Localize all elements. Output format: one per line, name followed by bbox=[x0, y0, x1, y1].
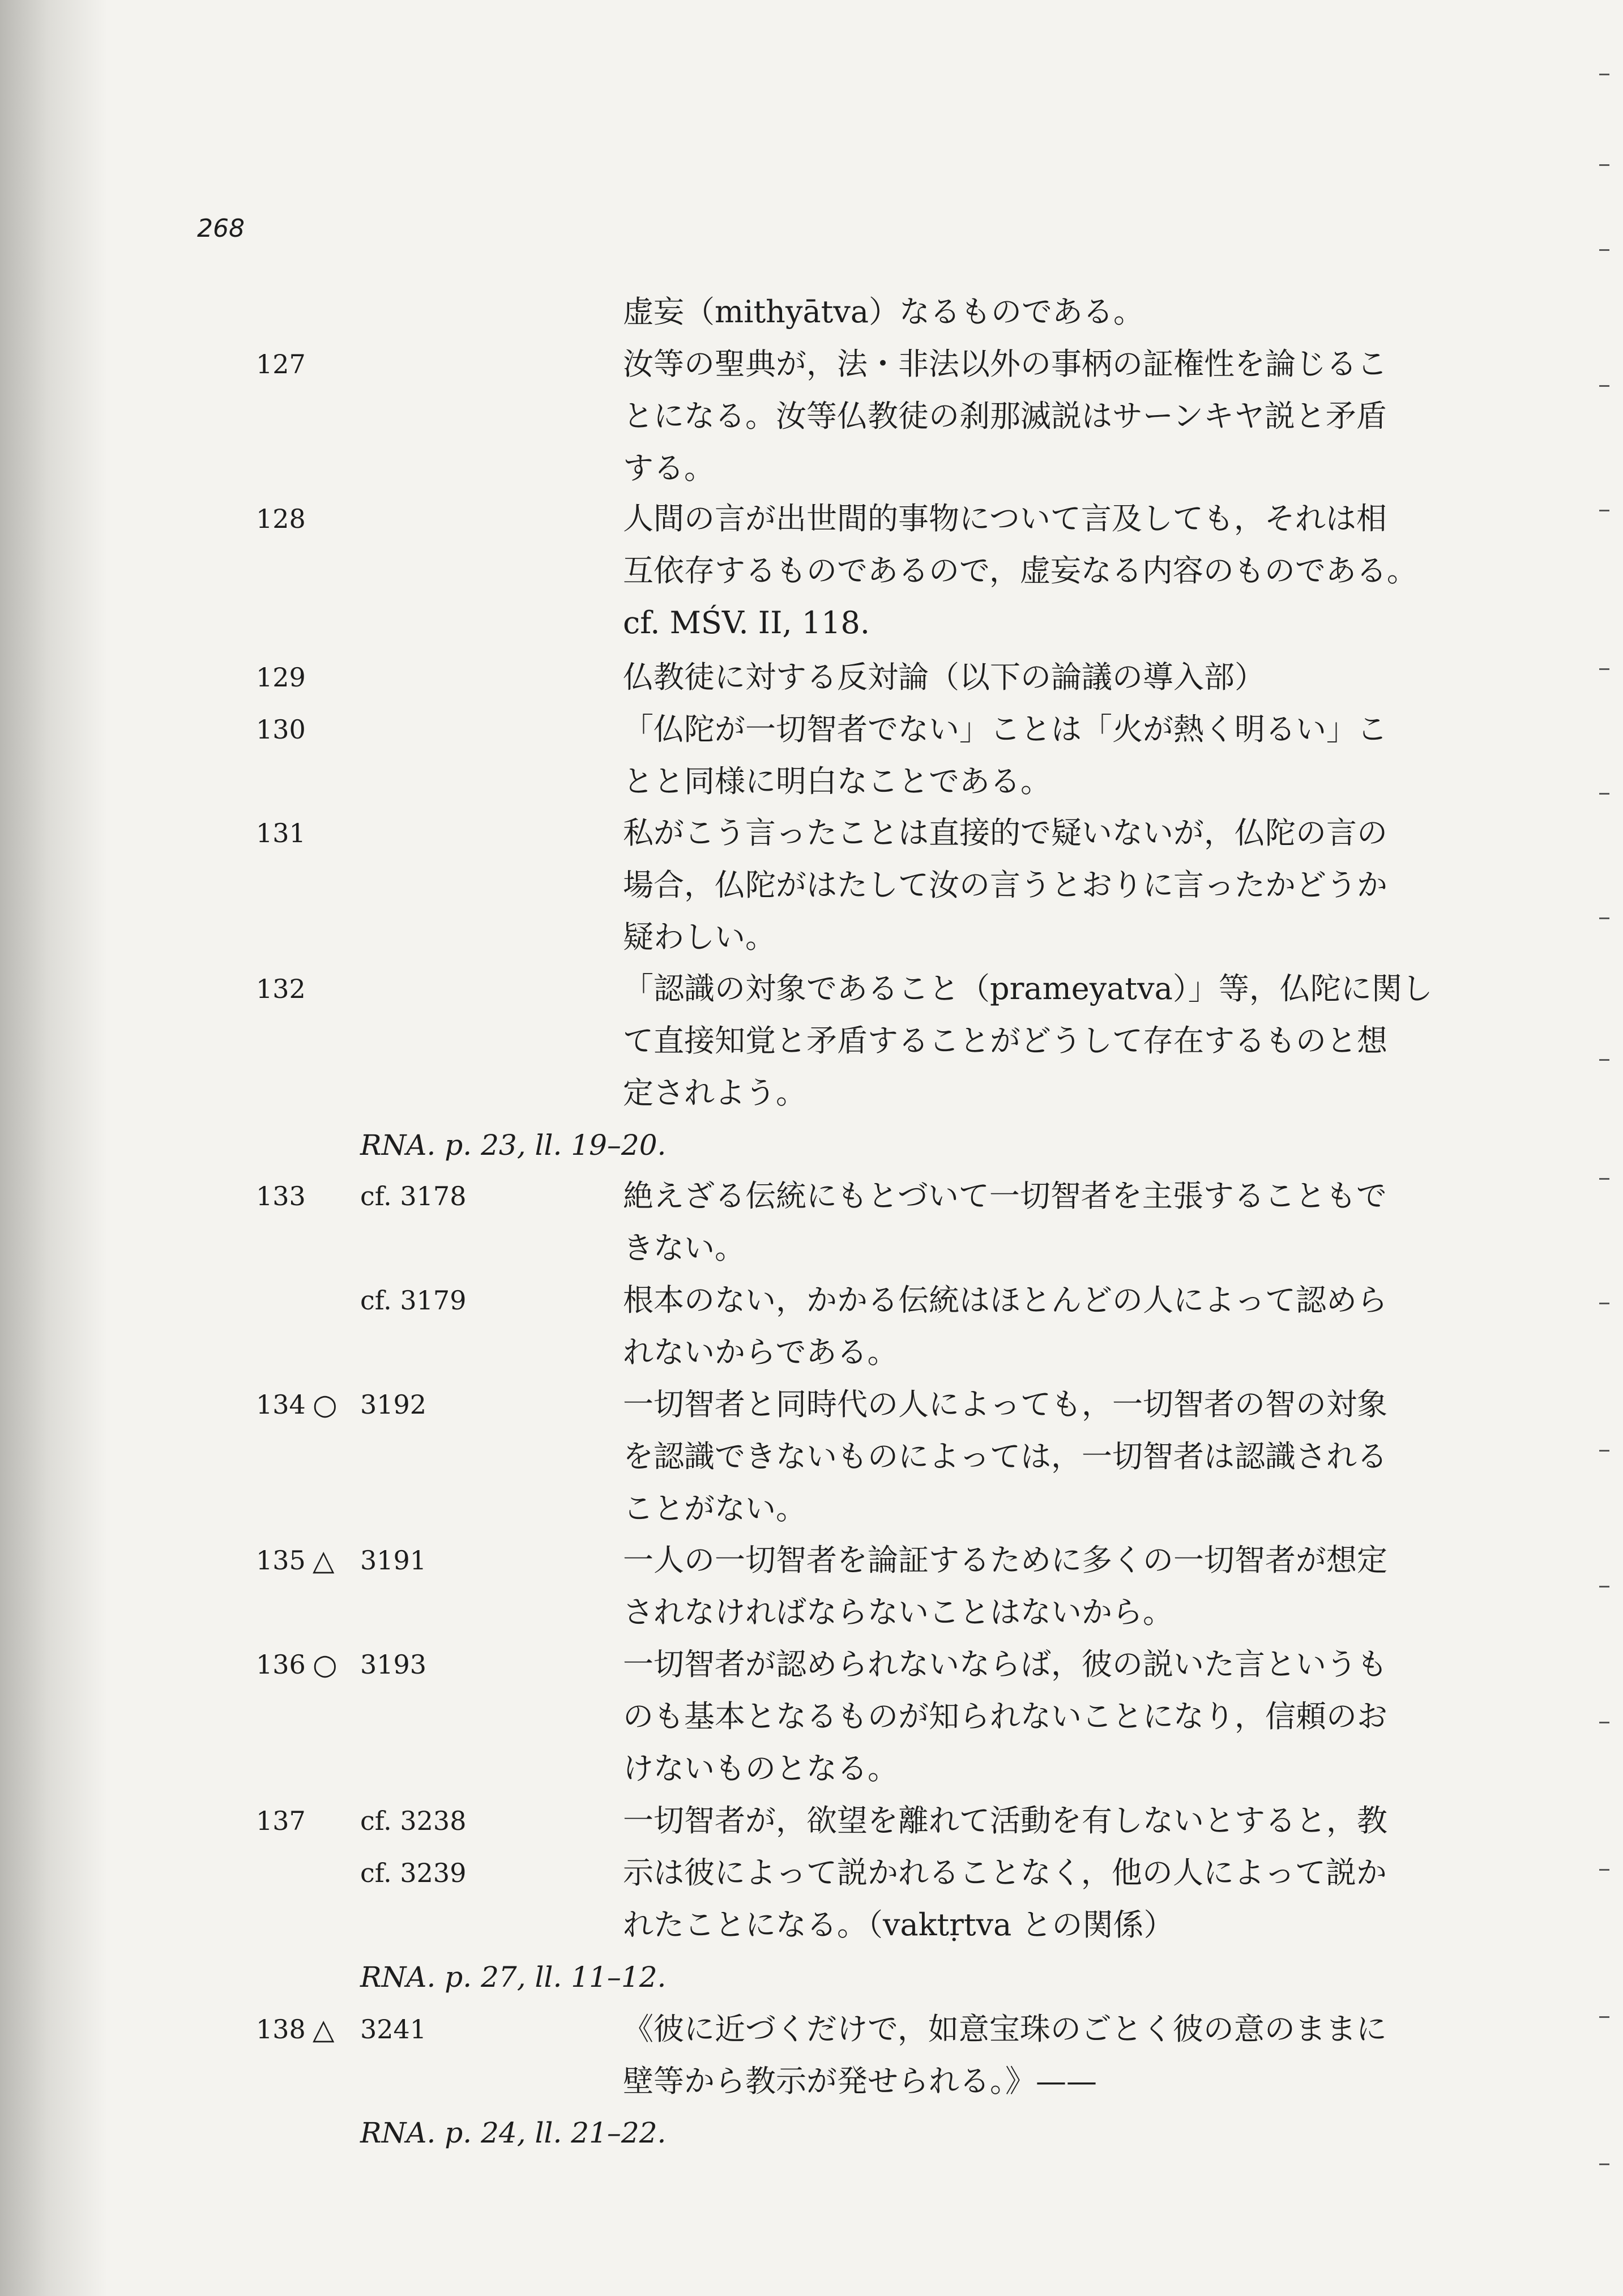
entry-number: 135 bbox=[256, 1545, 306, 1576]
edge-mark bbox=[1599, 1059, 1609, 1061]
edge-mark bbox=[1599, 1450, 1609, 1452]
edge-mark bbox=[1599, 2163, 1609, 2165]
entry-text: 一切智者が，欲望を離れて活動を有しないとすると，教 示は彼によって説かれることなく，他の人によって説か bbox=[623, 1803, 1387, 1890]
entry-number: 128 bbox=[256, 503, 306, 534]
edge-mark bbox=[1599, 74, 1609, 75]
edge-mark bbox=[1599, 917, 1609, 919]
entry-text: 汝等の聖典が，法・非法以外の事柄の証権性を論じるこ とになる。汝等仏教徒の刹那滅説はサーンキヤ説と矛盾 する。 bbox=[623, 346, 1387, 486]
edge-mark bbox=[1599, 2016, 1609, 2018]
entry-number: 132 bbox=[256, 974, 306, 1004]
edge-mark bbox=[1599, 385, 1609, 387]
edge-mark bbox=[1599, 793, 1609, 795]
triangle-mark-icon: △ bbox=[313, 1544, 335, 1577]
entry-number: 131 bbox=[256, 818, 306, 848]
edge-mark bbox=[1599, 1303, 1609, 1304]
triangle-mark-icon: △ bbox=[313, 2013, 335, 2046]
edge-mark bbox=[1599, 1178, 1609, 1180]
verse-reference: 3193 bbox=[360, 1649, 427, 1680]
entry-text: れたことになる。（vaktṛtva との関係） bbox=[623, 1907, 1174, 1943]
edge-mark bbox=[1599, 668, 1609, 670]
entry-text: 一切智者と同時代の人によっても，一切智者の智の対象 を認識できないものによっては，一切智者は認識される ことがない。 bbox=[623, 1386, 1387, 1526]
entry-text: 虚妄（mithyātva）なるものである。 bbox=[623, 294, 1144, 330]
verse-reference: cf. 3179 bbox=[360, 1285, 467, 1316]
circle-mark-icon: ○ bbox=[313, 1388, 338, 1421]
verse-reference: cf. 3178 bbox=[360, 1181, 467, 1211]
entry-text: 根本のない，かかる伝統はほとんどの人によって認めら れないからである。 bbox=[623, 1282, 1387, 1370]
rna-reference: RNA. p. 23, ll. 19–20. bbox=[360, 1129, 667, 1162]
entry-text: 「認識の対象であること（prameyatva）」等，仏陀に関し て直接知覚と矛盾することがどうして存在するものと想 定されよう。 bbox=[623, 971, 1433, 1111]
page-number: 268 bbox=[197, 214, 245, 243]
entry-number: 130 bbox=[256, 714, 306, 745]
entry-number: 129 bbox=[256, 662, 306, 693]
edge-mark bbox=[1599, 249, 1609, 251]
rna-reference: RNA. p. 27, ll. 11–12. bbox=[360, 1961, 667, 1994]
entry-number: 133 bbox=[256, 1181, 306, 1211]
entry-text: 「仏陀が一切智者でない」ことは「火が熱く明るい」こ とと同様に明白なことである。 bbox=[623, 711, 1387, 799]
entry-text: 絶えざる伝統にもとづいて一切智者を主張することもで きない。 bbox=[623, 1178, 1387, 1266]
entry-text: 《彼に近づくだけで，如意宝珠のごとく彼の意のままに 壁等から教示が発せられる。》—— bbox=[623, 2011, 1387, 2099]
rna-reference: RNA. p. 24, ll. 21–22. bbox=[360, 2116, 667, 2149]
verse-reference: 3241 bbox=[360, 2014, 427, 2045]
entry-text: 一切智者が認められないならば，彼の説いた言というも のも基本となるものが知られないことになり，信頼のお けないものとなる。 bbox=[623, 1646, 1387, 1786]
entry-number: 137 bbox=[256, 1806, 306, 1836]
entry-number: 127 bbox=[256, 349, 306, 379]
verse-reference: 3191 bbox=[360, 1545, 427, 1576]
circle-mark-icon: ○ bbox=[313, 1648, 338, 1681]
edge-mark bbox=[1599, 164, 1609, 166]
entry-text: 一人の一切智者を論証するために多くの一切智者が想定 されなければならないことはないから。 bbox=[623, 1542, 1387, 1630]
entry-text: 仏教徒に対する反対論（以下の論議の導入部） bbox=[623, 659, 1265, 695]
verse-reference: cf. 3239 bbox=[360, 1858, 467, 1888]
verse-reference: cf. 3238 bbox=[360, 1806, 467, 1836]
entry-text: 人間の言が出世間的事物について言及しても，それは相 互依存するものであるので，虚妄なる内容のものである。 cf. MŚV. II, 118. bbox=[623, 501, 1417, 641]
edge-mark bbox=[1599, 1586, 1609, 1587]
entry-number: 136 bbox=[256, 1649, 306, 1680]
entry-text: 私がこう言ったことは直接的で疑いないが，仏陀の言の 場合，仏陀がはたして汝の言うとおりに言ったかどうか 疑わしい。 bbox=[623, 815, 1387, 955]
entry-number: 138 bbox=[256, 2014, 306, 2045]
entry-number: 134 bbox=[256, 1389, 306, 1420]
edge-mark bbox=[1599, 1869, 1609, 1871]
edge-mark bbox=[1599, 1722, 1609, 1723]
verse-reference: 3192 bbox=[360, 1389, 427, 1420]
edge-mark bbox=[1599, 510, 1609, 511]
